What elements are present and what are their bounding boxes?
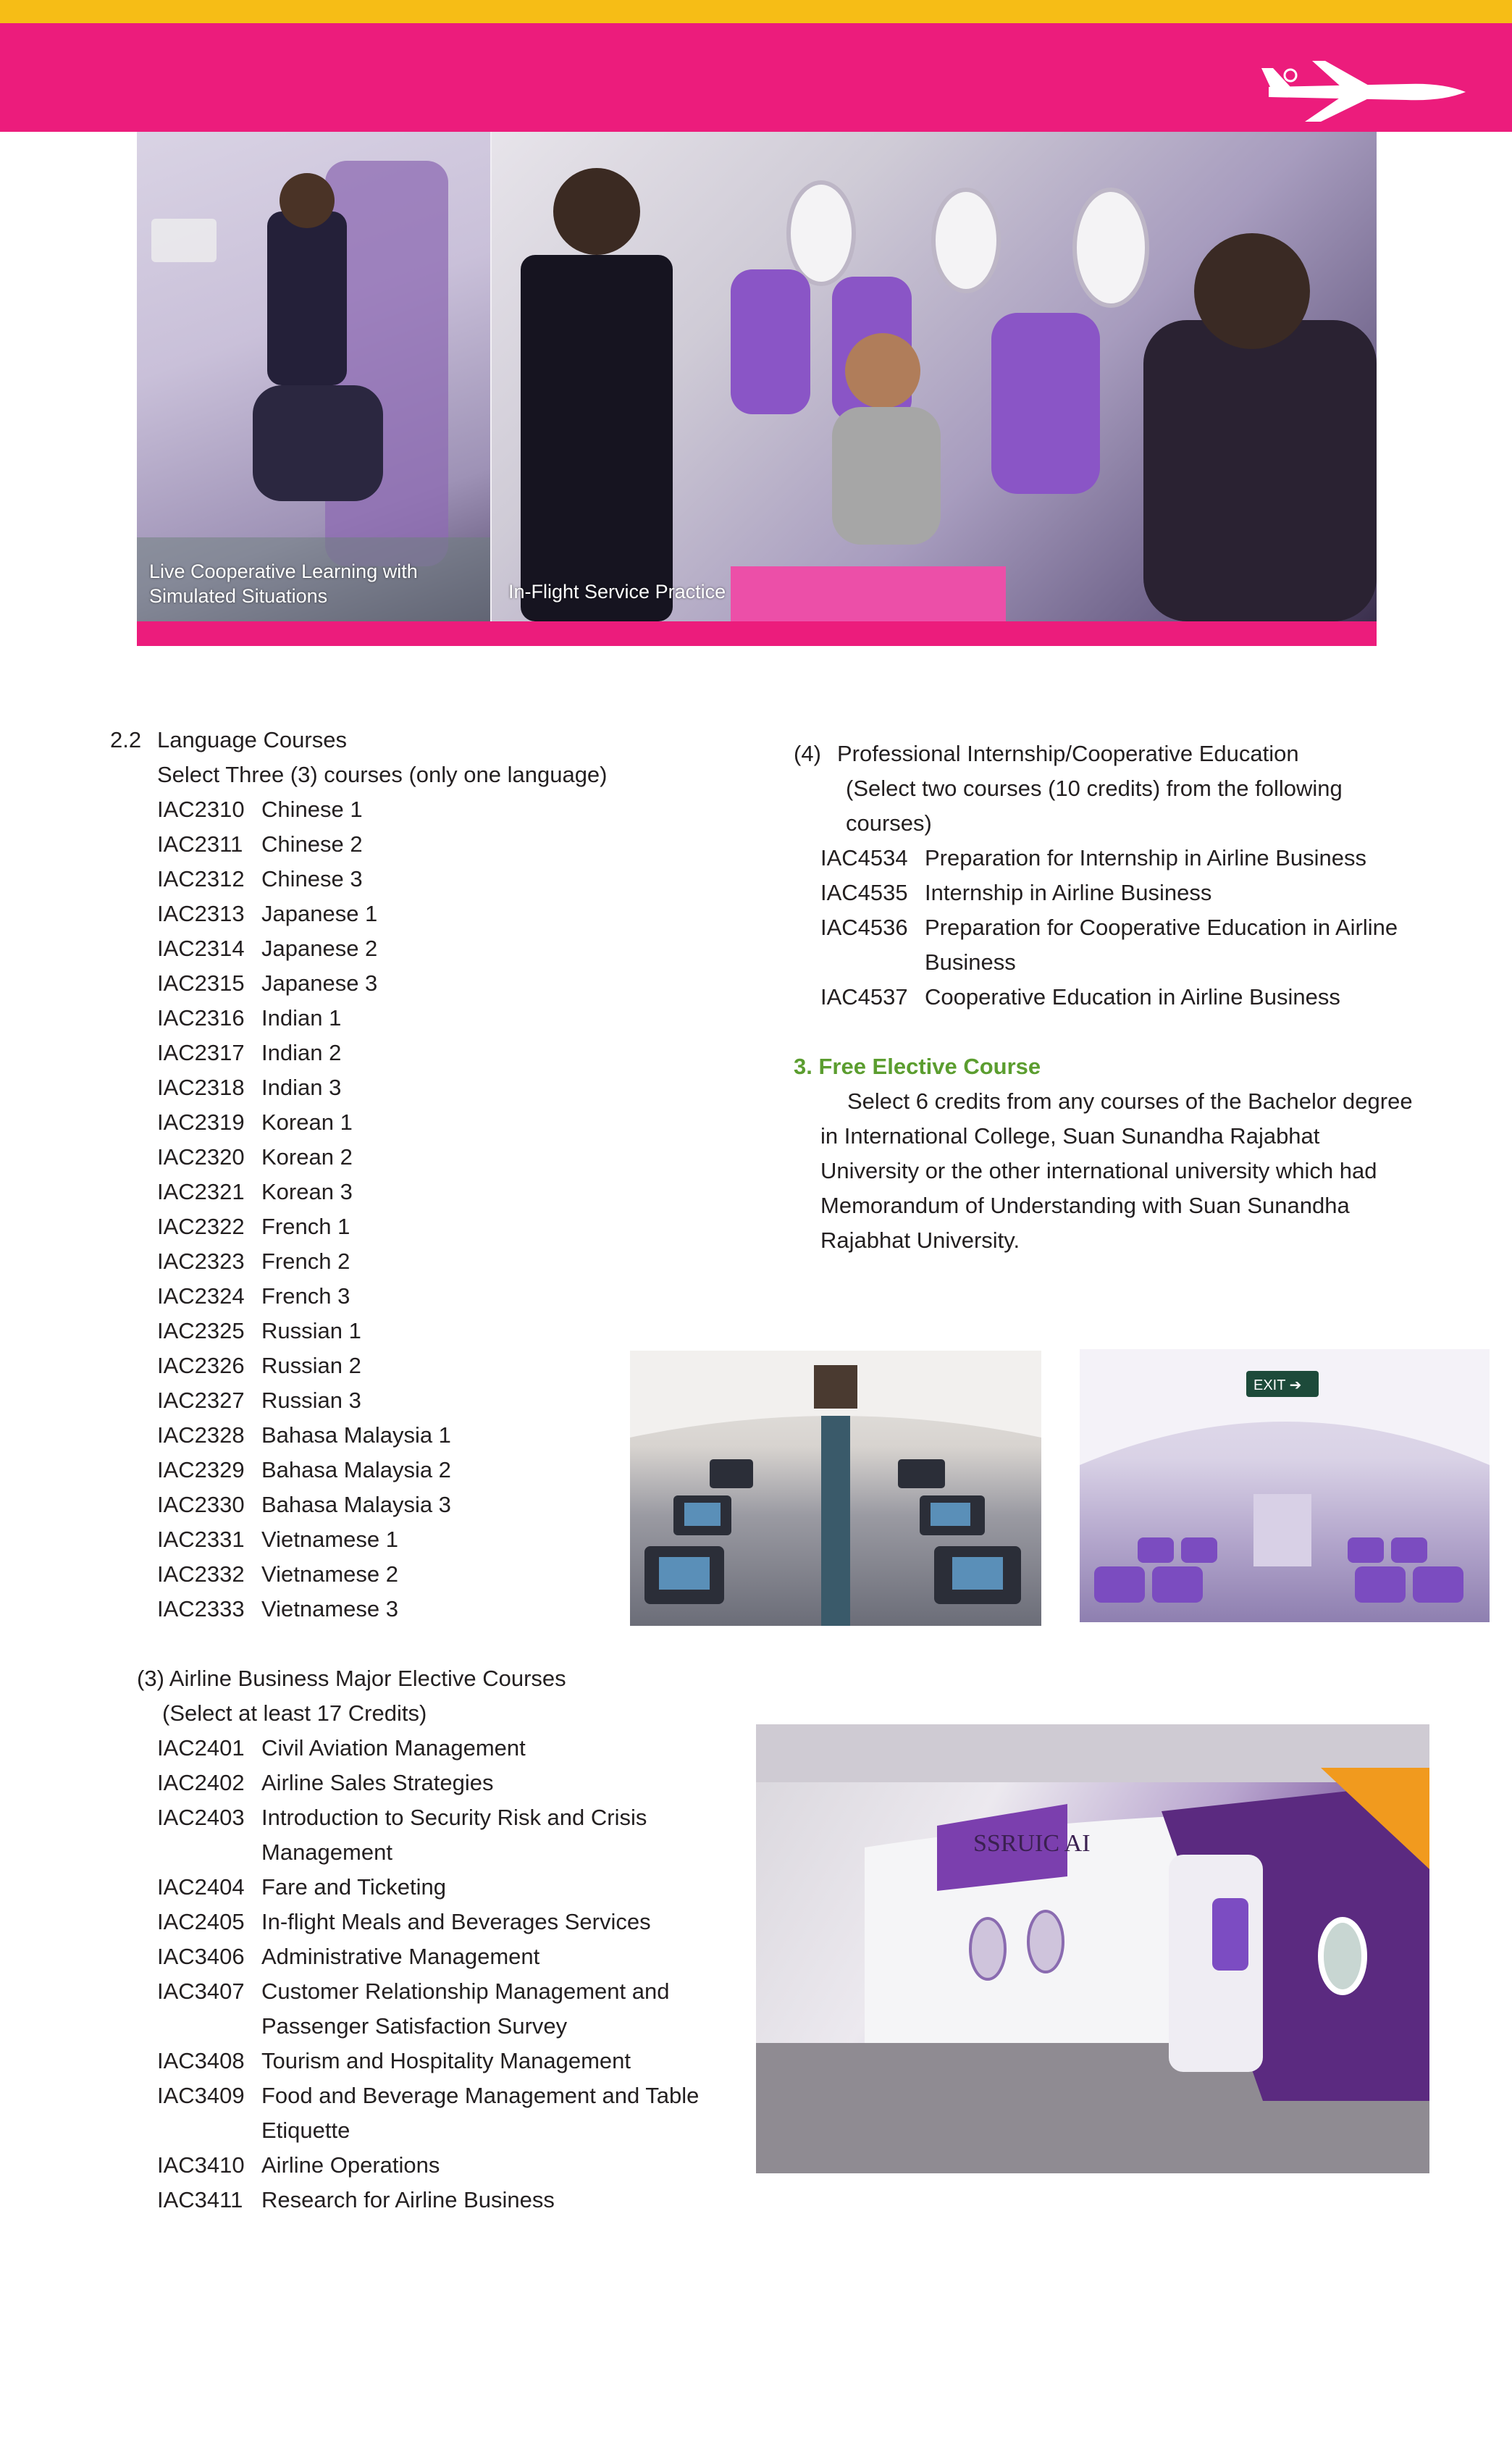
language-course-row [110, 1244, 718, 1279]
course-code: IAC2333 [157, 1596, 245, 1621]
language-course-row [110, 1070, 718, 1105]
course-name: Tourism and Hospitality Management [261, 2048, 631, 2073]
course-name: Chinese 2 [261, 831, 363, 857]
course-code: IAC2401 [157, 1735, 245, 1761]
course-code: IAC2332 [157, 1561, 245, 1587]
major-elective-course-row [110, 2148, 718, 2183]
internship-course-row [794, 910, 1431, 980]
language-course-row [110, 966, 718, 1001]
section-title: Language Courses [157, 727, 347, 752]
course-code: IAC2315 [157, 970, 245, 996]
course-name: Bahasa Malaysia 2 [261, 1457, 451, 1482]
course-code: IAC2325 [157, 1318, 245, 1343]
hero-pink-bar [137, 621, 1377, 646]
internship-course-list [794, 841, 1431, 1015]
course-name: Cooperative Education in Airline Business [925, 984, 1340, 1010]
major-elective-course-row [110, 1974, 718, 2044]
hero-caption-right: In-Flight Service Practice [508, 581, 726, 603]
course-code: IAC2312 [157, 866, 245, 891]
internship-heading [794, 737, 1431, 771]
internship-instruction: (Select two courses (10 credits) from the following courses) [846, 776, 1343, 836]
hero-photo [137, 132, 1377, 621]
major-elective-instruction: (Select at least 17 Credits) [162, 1700, 427, 1726]
section-number: 2.2 [110, 727, 142, 752]
cabin-seats-photo [630, 1351, 1041, 1626]
language-course-row [110, 1522, 718, 1557]
course-name: Bahasa Malaysia 1 [261, 1422, 451, 1448]
language-instruction: Select Three (3) courses (only one language) [157, 762, 608, 787]
course-code: IAC3406 [157, 1944, 245, 1969]
language-course-row [110, 1488, 718, 1522]
course-code: IAC2402 [157, 1770, 245, 1795]
course-name: Internship in Airline Business [925, 880, 1212, 905]
course-code: IAC2316 [157, 1005, 245, 1031]
course-name: Chinese 1 [261, 797, 363, 822]
course-name: Japanese 2 [261, 936, 378, 961]
language-course-row [110, 1209, 718, 1244]
course-code: IAC2314 [157, 936, 245, 961]
course-name: French 2 [261, 1249, 350, 1274]
course-code: IAC3409 [157, 2083, 245, 2108]
course-name: Customer Relationship Management and Passenger Satisfaction Survey [261, 1979, 670, 2039]
language-course-row [110, 792, 718, 827]
language-course-row [110, 1383, 718, 1418]
course-code: IAC3407 [157, 1979, 245, 2004]
course-name: Chinese 3 [261, 866, 363, 891]
course-name: Fare and Ticketing [261, 1874, 447, 1900]
major-elective-course-row [110, 1905, 718, 1939]
course-name: Vietnamese 2 [261, 1561, 398, 1587]
course-code: IAC2321 [157, 1179, 245, 1204]
course-code: IAC2330 [157, 1492, 245, 1517]
major-elective-course-list [110, 1731, 718, 2217]
language-course-row [110, 1175, 718, 1209]
language-heading [110, 723, 718, 758]
course-name: Airline Operations [261, 2152, 440, 2178]
internship-number: (4) [794, 741, 821, 766]
course-name: Preparation for Internship in Airline Business [925, 845, 1366, 870]
course-code: IAC2320 [157, 1144, 245, 1170]
course-name: Airline Sales Strategies [261, 1770, 494, 1795]
left-column [110, 723, 718, 2217]
major-elective-course-row [110, 1939, 718, 1974]
course-code: IAC2310 [157, 797, 245, 822]
major-elective-course-row [110, 2078, 718, 2148]
major-elective-course-row [110, 1800, 718, 1870]
course-code: IAC2329 [157, 1457, 245, 1482]
major-elective-course-row [110, 1870, 718, 1905]
course-code: IAC4536 [820, 915, 908, 940]
internship-course-row [794, 876, 1431, 910]
major-elective-course-row [110, 2183, 718, 2217]
course-code: IAC2331 [157, 1527, 245, 1552]
course-name: In-flight Meals and Beverages Services [261, 1909, 651, 1934]
course-name: Korean 2 [261, 1144, 353, 1170]
course-code: IAC2327 [157, 1388, 245, 1413]
course-code: IAC4534 [820, 845, 908, 870]
header-yellow-stripe [0, 0, 1512, 23]
free-elective-body: Select 6 credits from any courses of the Bachelor degree in International College, Suan Sunandha Rajabhat University or the other international university which had Memorandum of Understanding with Suan Sunandha Rajabhat University. [820, 1088, 1413, 1253]
course-name: French 3 [261, 1283, 350, 1309]
major-elective-title: (3) Airline Business Major Elective Courses [137, 1666, 566, 1691]
course-name: Vietnamese 3 [261, 1596, 398, 1621]
course-name: Research for Airline Business [261, 2187, 555, 2212]
course-code: IAC2322 [157, 1214, 245, 1239]
course-code: IAC2324 [157, 1283, 245, 1309]
in-flight-service-photo [492, 132, 1377, 621]
course-code: IAC2326 [157, 1353, 245, 1378]
course-name: Administrative Management [261, 1944, 540, 1969]
course-name: French 1 [261, 1214, 350, 1239]
course-name: Japanese 3 [261, 970, 378, 996]
language-course-row [110, 1105, 718, 1140]
language-course-row [110, 1453, 718, 1488]
course-name: Indian 2 [261, 1040, 342, 1065]
course-name: Preparation for Cooperative Education in Airline Business [925, 915, 1398, 975]
language-course-row [110, 827, 718, 862]
course-name: Indian 1 [261, 1005, 342, 1031]
svg-text:SSRUIC AI: SSRUIC AI [973, 1830, 1091, 1857]
language-course-row [110, 1348, 718, 1383]
course-name: Vietnamese 1 [261, 1527, 398, 1552]
course-code: IAC4537 [820, 984, 908, 1010]
right-column [794, 737, 1431, 1258]
major-elective-course-row [110, 1731, 718, 1766]
course-code: IAC2317 [157, 1040, 245, 1065]
internship-course-row [794, 980, 1431, 1015]
major-elective-course-row [110, 1766, 718, 1800]
course-name: Food and Beverage Management and Table Etiquette [261, 2083, 700, 2143]
free-elective-title: 3. Free Elective Course [794, 1054, 1041, 1079]
language-course-row [110, 1140, 718, 1175]
course-name: Civil Aviation Management [261, 1735, 526, 1761]
course-code: IAC2404 [157, 1874, 245, 1900]
aircraft-mockup-photo [756, 1724, 1429, 2173]
internship-course-row [794, 841, 1431, 876]
course-code: IAC2328 [157, 1422, 245, 1448]
language-course-row [110, 862, 718, 897]
language-course-row [110, 897, 718, 931]
course-name: Japanese 1 [261, 901, 378, 926]
course-code: IAC3408 [157, 2048, 245, 2073]
course-code: IAC2323 [157, 1249, 245, 1274]
course-code: IAC3411 [157, 2187, 243, 2212]
course-code: IAC2313 [157, 901, 245, 926]
course-code: IAC2403 [157, 1805, 245, 1830]
cabin-exit-photo [1080, 1349, 1490, 1622]
language-course-row [110, 1592, 718, 1627]
course-code: IAC4535 [820, 880, 908, 905]
course-name: Introduction to Security Risk and Crisis Management [261, 1805, 647, 1865]
course-name: Korean 3 [261, 1179, 353, 1204]
language-course-row [110, 1001, 718, 1036]
language-course-row [110, 1279, 718, 1314]
course-code: IAC2405 [157, 1909, 245, 1934]
cabin-crew-photo [137, 132, 492, 621]
hero-caption-left: Live Cooperative Learning with Simulated Situations [149, 561, 418, 607]
course-code: IAC3410 [157, 2152, 245, 2178]
course-name: Russian 2 [261, 1353, 361, 1378]
svg-text:EXIT ➔: EXIT ➔ [1253, 1377, 1302, 1393]
course-name: Russian 1 [261, 1318, 361, 1343]
language-course-row [110, 1314, 718, 1348]
course-name: Russian 3 [261, 1388, 361, 1413]
course-code: IAC2311 [157, 831, 243, 857]
course-name: Indian 3 [261, 1075, 342, 1100]
major-elective-course-row [110, 2044, 718, 2078]
language-course-row [110, 1418, 718, 1453]
language-course-row [110, 931, 718, 966]
airplane-icon [1261, 52, 1471, 125]
course-code: IAC2319 [157, 1109, 245, 1135]
language-course-row [110, 1036, 718, 1070]
language-course-row [110, 1557, 718, 1592]
language-course-list [110, 792, 718, 1627]
course-code: IAC2318 [157, 1075, 245, 1100]
internship-title: Professional Internship/Cooperative Education [837, 741, 1299, 766]
course-name: Bahasa Malaysia 3 [261, 1492, 451, 1517]
course-name: Korean 1 [261, 1109, 353, 1135]
